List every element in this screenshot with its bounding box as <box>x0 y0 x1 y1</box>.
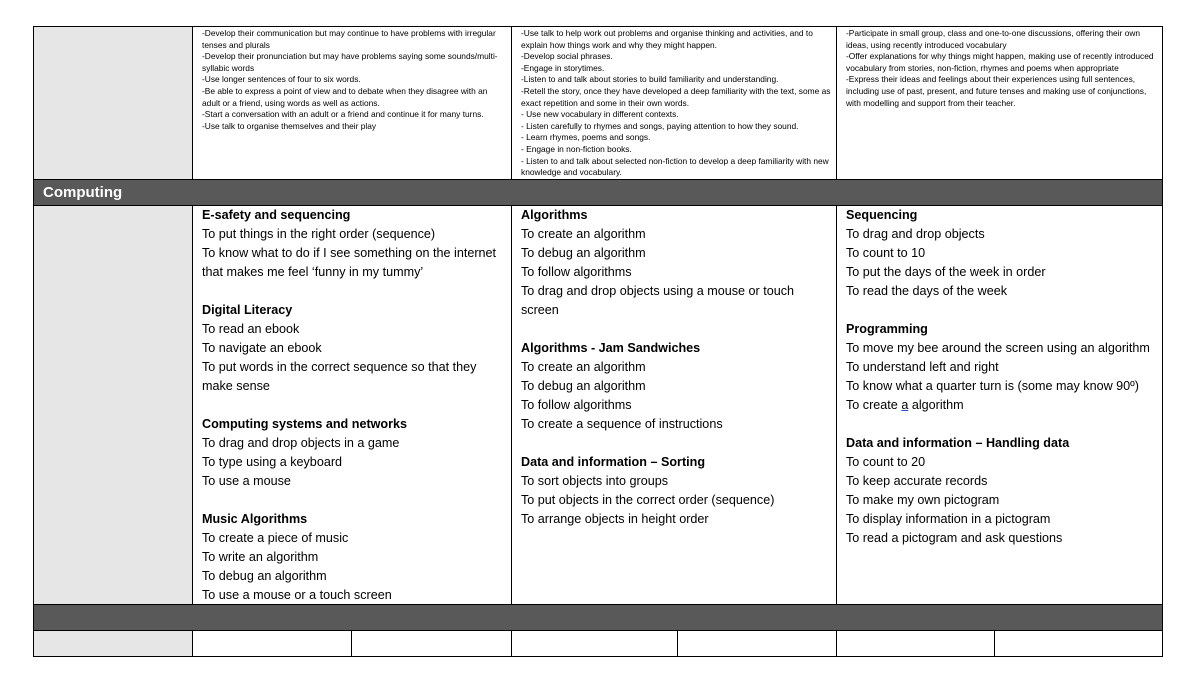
empty-cell <box>994 631 1163 656</box>
objective-item: To make my own pictogram <box>846 493 1000 507</box>
computing-row <box>33 206 1163 605</box>
objective-text: -Listen to and talk about stories to build familiarity and understanding. <box>521 74 779 85</box>
unit-heading: Music Algorithms <box>202 512 308 526</box>
objective-text: - Use new vocabulary in different contexts. <box>521 109 679 120</box>
spellcheck-underlined-word: a <box>901 398 909 412</box>
objective-item: To debug an algorithm <box>521 246 646 260</box>
objective-item: To read an ebook <box>202 322 300 336</box>
computing-col-1 <box>192 206 511 604</box>
empty-cell <box>192 631 351 656</box>
objective-item: To read a pictogram and ask questions <box>846 531 1063 545</box>
row-label-cell <box>34 27 192 179</box>
objective-item: To create an algorithm <box>521 360 646 374</box>
row-label-cell <box>34 206 192 604</box>
objective-item: To write an algorithm <box>202 550 319 564</box>
objective-item: To put objects in the correct order (sequence) <box>521 493 775 507</box>
objective-text: - Engage in non-fiction books. <box>521 143 632 154</box>
objective-item: To sort objects into groups <box>521 474 669 488</box>
objective-text: -Be able to express a point of view and to debate when they disagree with an adult or a friend, using words as well as actions. <box>202 85 488 108</box>
objective-item: To read the days of the week <box>846 284 1008 298</box>
objective-text: - Learn rhymes, poems and songs. <box>521 132 651 143</box>
objective-item: To drag and drop objects using a mouse or touch screen <box>521 284 795 317</box>
computing-heading: Computing <box>33 180 1163 206</box>
objective-item <box>846 396 1159 415</box>
row-label-cell <box>34 631 192 656</box>
next-section-band <box>33 605 1163 631</box>
unit-heading: Algorithms - Jam Sandwiches <box>521 341 701 355</box>
objective-item: To create a piece of music <box>202 531 349 545</box>
objective-item: To debug an algorithm <box>202 569 327 583</box>
objective-item: To navigate an ebook <box>202 341 322 355</box>
computing-col-3 <box>836 206 1163 604</box>
language-col-3 <box>836 27 1163 179</box>
objective-item: To create a sequence of instructions <box>521 417 723 431</box>
objective-item: To count to 10 <box>846 246 926 260</box>
objective-text: -Express their ideas and feelings about their experiences using full sentences, including use of past, present, and future tenses and making use of conjunctions, with modelling and support from their teacher. <box>846 74 1147 108</box>
objective-text: - Listen to and talk about selected non-fiction to develop a deep familiarity with new knowledge and vocabulary. <box>521 155 829 178</box>
objective-text: -Develop social phrases. <box>521 51 613 62</box>
objective-text: -Use talk to help work out problems and organise thinking and activities, and to explain how things work and why they might happen. <box>521 28 813 50</box>
unit-heading: Data and information – Handling data <box>846 436 1070 450</box>
objective-item: To display information in a pictogram <box>846 512 1051 526</box>
computing-col-2 <box>511 206 836 604</box>
objective-item: To understand left and right <box>846 360 999 374</box>
empty-row <box>33 631 1163 657</box>
language-row <box>33 26 1163 180</box>
language-col-1 <box>192 27 511 179</box>
objective-text: -Participate in small group, class and one-to-one discussions, offering their own ideas, using recently introduced vocabulary <box>846 28 1141 50</box>
objective-text: -Develop their communication but may continue to have problems with irregular tenses and plurals <box>202 28 496 50</box>
curriculum-table <box>33 26 1163 657</box>
objective-text: - Listen carefully to rhymes and songs, paying attention to how they sound. <box>521 120 799 131</box>
objective-item: To create an algorithm <box>521 227 646 241</box>
objective-item: To put the days of the week in order <box>846 265 1046 279</box>
unit-heading: E-safety and sequencing <box>202 208 351 222</box>
objective-text: -Use longer sentences of four to six words. <box>202 74 361 85</box>
objective-item: To keep accurate records <box>846 474 988 488</box>
objective-item: To put words in the correct sequence so that they make sense <box>202 360 477 393</box>
empty-cell <box>511 631 677 656</box>
objective-item: To put things in the right order (sequence) <box>202 227 436 241</box>
objective-text: -Use talk to organise themselves and their play <box>202 120 377 131</box>
unit-heading: Programming <box>846 322 928 336</box>
empty-cell <box>677 631 836 656</box>
empty-cell <box>836 631 994 656</box>
objective-item: To move my bee around the screen using an algorithm <box>846 341 1150 355</box>
objective-text-part: To create <box>846 398 902 412</box>
unit-heading: Digital Literacy <box>202 303 293 317</box>
objective-item: To follow algorithms <box>521 265 632 279</box>
objective-item: To follow algorithms <box>521 398 632 412</box>
objective-text: -Develop their pronunciation but may have problems saying some sounds/multi-syllabic words <box>202 51 498 73</box>
objective-text: -Start a conversation with an adult or a friend and continue it for many turns. <box>202 109 484 120</box>
objective-item: To know what to do if I see something on the internet that makes me feel ‘funny in my tummy’ <box>202 246 497 279</box>
unit-heading: Data and information – Sorting <box>521 455 706 469</box>
unit-heading: Sequencing <box>846 208 918 222</box>
objective-item: To know what a quarter turn is (some may know 90º) <box>846 379 1139 393</box>
objective-text: -Offer explanations for why things might happen, making use of recently introduced vocabulary from stories, non-fiction, rhymes and poems when appropriate <box>846 51 1154 73</box>
objective-item: To arrange objects in height order <box>521 512 709 526</box>
objective-item: To drag and drop objects in a game <box>202 436 400 450</box>
language-col-2 <box>511 27 836 179</box>
objective-text: -Retell the story, once they have developed a deep familiarity with the text, some as exact repetition and some in their own words. <box>521 85 831 108</box>
unit-heading: Algorithms <box>521 208 588 222</box>
objective-item: To use a mouse or a touch screen <box>202 588 392 602</box>
objective-item: To type using a keyboard <box>202 455 343 469</box>
objective-text: -Engage in storytimes. <box>521 62 605 73</box>
objective-item: To count to 20 <box>846 455 926 469</box>
unit-heading: Computing systems and networks <box>202 417 408 431</box>
objective-item: To drag and drop objects <box>846 227 985 241</box>
empty-cell <box>351 631 511 656</box>
objective-item: To debug an algorithm <box>521 379 646 393</box>
objective-item: To use a mouse <box>202 474 291 488</box>
objective-text-part: algorithm <box>908 398 964 412</box>
